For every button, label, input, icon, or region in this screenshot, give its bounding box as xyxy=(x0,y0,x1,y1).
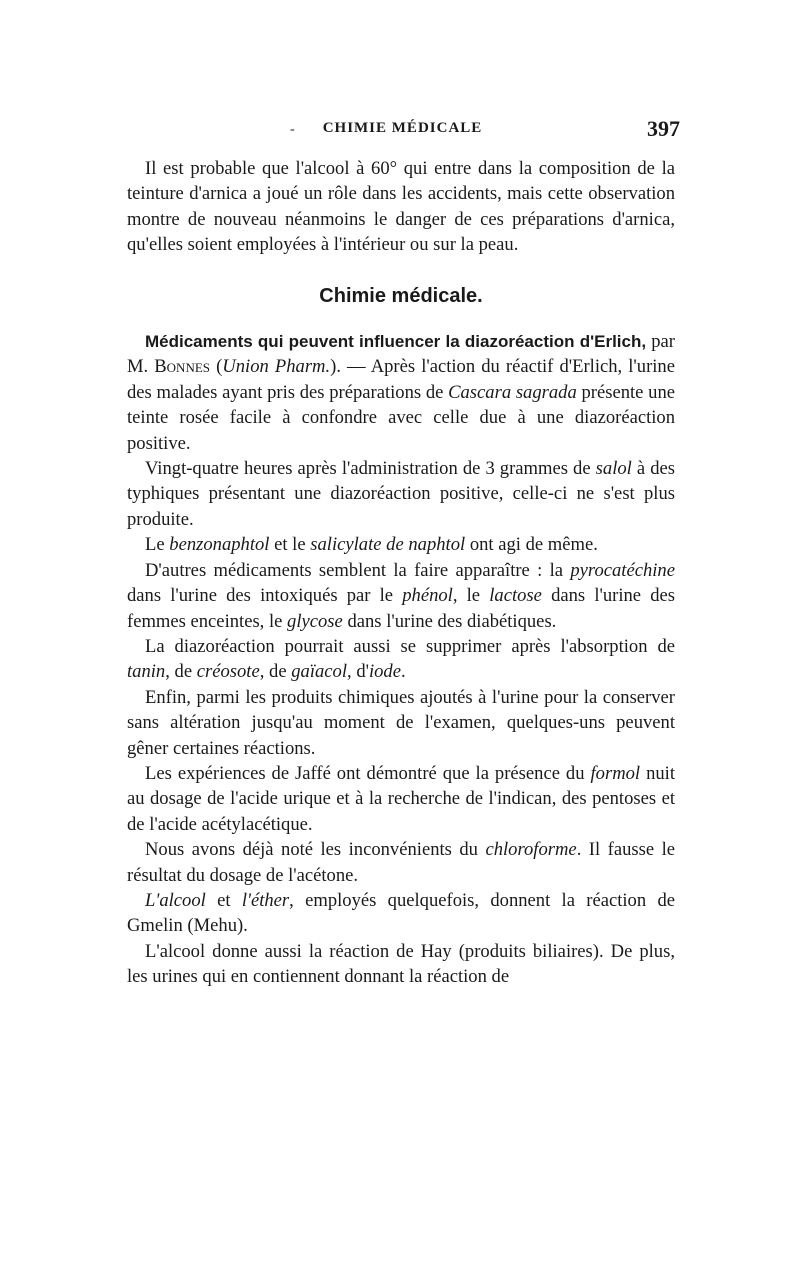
article-source: Union Pharm. xyxy=(222,356,331,378)
paragraph-chloroforme: Nous avons déjà noté les inconvénients du chloroforme. Il fausse le résultat du dosage de l'acétone. xyxy=(127,839,675,886)
paragraph-benzonaphtol: Le benzonaphtol et le salicylate de naphtol ont agi de même. xyxy=(145,534,598,556)
paragraph-alcool-ether: L'alcool et l'éther, employés quelquefois, donnent la réaction de Gmelin (Mehu). xyxy=(127,889,675,937)
paragraph-suppression: La diazoréaction pourrait aussi se supprimer après l'absorption de tanin, de créosote, de gaïacol, d'iode. xyxy=(127,635,675,683)
section-title: Chimie médicale. xyxy=(319,284,483,307)
page-body xyxy=(127,156,675,990)
paragraph-hay: L'alcool donne aussi la réaction de Hay (produits biliaires). De plus, les urines qui en contiennent donnant la réaction de xyxy=(127,940,675,988)
running-head-mark: - xyxy=(290,122,295,137)
article-title: Médicaments qui peuvent influencer la diazoréaction d'Erlich, xyxy=(145,332,647,352)
paragraph-other-medications: D'autres médicaments semblent la faire apparaître : la pyrocatéchine dans l'urine des intoxiqués par le phénol, le lactose dans l'urine des femmes enceintes, le glycose dans l'urine des diabétiques. xyxy=(127,559,675,632)
paragraph-jaffe: Les expériences de Jaffé ont démontré que la présence du formol nuit au dosage de l'acide urique et à la recherche de l'indican, des pentoses et de l'acide acétylacétique. xyxy=(127,762,675,835)
running-head xyxy=(125,118,680,144)
running-head-title: CHIMIE MÉDICALE xyxy=(322,120,483,136)
article-author: Bonnes xyxy=(154,356,211,378)
paragraph-salol: Vingt-quatre heures après l'administration de 3 grammes de salol à des typhiques présentant une diazoréaction positive, celle-ci ne s'est plus produite. xyxy=(127,458,675,530)
article-first-paragraph: Médicaments qui peuvent influencer la diazoréaction d'Erlich, par M. Bonnes (Union Pharm.). — Après l'action du réactif d'Erlich, l'urine des malades ayant pris des préparations de Cascara sagrada présente une teinte rosée facile à confondre avec celle due à une diazoréaction positive. xyxy=(127,331,675,454)
intro-paragraph: Il est probable que l'alcool à 60° qui entre dans la composition de la teinture d'arnica a joué un rôle dans les accidents, mais cette observation montre de nouveau néanmoins le danger de ces préparations d'arnica, qu'elles soient employées à l'intérieur ou sur la peau. xyxy=(127,158,675,256)
page-number: 397 xyxy=(647,116,680,141)
paragraph-preservatives: Enfin, parmi les produits chimiques ajoutés à l'urine pour la conserver sans altération jusqu'au moment de l'examen, quelques-uns peuvent gêner certaines réactions. xyxy=(127,686,675,759)
